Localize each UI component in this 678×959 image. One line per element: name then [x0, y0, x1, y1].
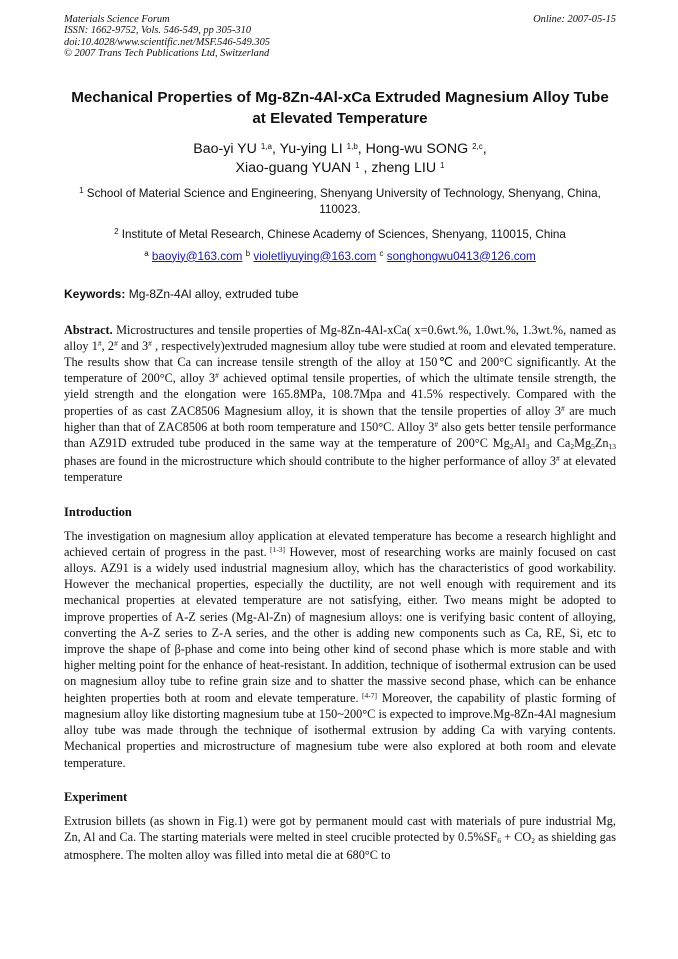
subscript: 13 [608, 442, 617, 452]
superscript: # [434, 419, 439, 429]
subscript: 5 [591, 442, 595, 452]
email-link-a[interactable]: baoyiy@163.com [151, 249, 243, 263]
abstract-text: Mg [574, 436, 592, 451]
introduction-paragraph [64, 528, 616, 771]
author-affiliation-mark: 1 [355, 161, 360, 171]
citation: [1-3] [266, 544, 285, 554]
section-heading-introduction: Introduction [64, 504, 132, 519]
section-heading-experiment: Experiment [64, 789, 128, 804]
subscript: 2 [509, 442, 514, 452]
paragraph-text: Extrusion billets (as shown in Fig.1) were got by permanent mould cast with materials of pure industrial Mg, Zn, Al and Ca. The starting materials were melted in steel crucible protected by 0.5%SF [64, 813, 616, 844]
author-affiliation-mark: 1,b [346, 141, 358, 151]
subscript: 6 [497, 835, 501, 845]
affiliation-1 [64, 186, 616, 218]
citation: [4-7] [358, 690, 378, 700]
keywords-text: Mg-8Zn-4Al alloy, extruded tube [125, 286, 299, 301]
keywords [64, 286, 616, 302]
author-name: Bao-yi YU [193, 140, 261, 157]
superscript: # [560, 403, 565, 413]
email-link-b[interactable]: violetliyuying@163.com [253, 249, 377, 263]
journal-name: Materials Science Forum [64, 14, 170, 25]
subscript: 3 [525, 442, 530, 452]
superscript: # [215, 371, 219, 381]
abstract-text: at elevated temperature [64, 454, 616, 485]
abstract-text: Al [513, 436, 526, 451]
email-mark: a [144, 248, 149, 258]
paragraph-text: as shielding gas atmosphere. The molten alloy was filled into metal die at 680°C to [64, 829, 616, 863]
paper-title: Mechanical Properties of Mg-8Zn-4Al-xCa Extruded Magnesium Alloy Tube at Elevated Temperature [71, 88, 609, 127]
abstract-text: also gets better tensile performance than AZ91D extruded tube produced in the same way at the temperature of 200°C Mg [64, 419, 616, 451]
abstract-text: Zn [594, 436, 609, 451]
superscript: # [556, 454, 560, 464]
author-affiliation-mark: 1 [440, 161, 445, 171]
abstract [64, 322, 616, 486]
abstract-text: , 2 [101, 338, 115, 353]
paragraph-text: Moreover, the capability of plastic forming of magnesium alloy like distorting magnesium tube at 150~200°C is expected to improve.Mg-8Zn-4Al magnesium alloy tube was made through the technique of isothermal extrusion by adding Ca with varying contents. Mechanical properties and microstructure of magnesium tube were also explored at both room and elevate temperature. [64, 690, 616, 770]
issn-line: ISSN: 1662-9752, Vols. 546-549, pp 305-310 [64, 25, 252, 37]
abstract-text: Microstructures and tensile properties of Mg-8Zn-4Al-xCa( x=0.6wt.%, 1.0wt.%, 1.3wt.%, named as alloy 1 [64, 322, 616, 353]
superscript: # [97, 338, 102, 348]
superscript: # [114, 338, 118, 348]
author-name: , zheng LIU [359, 160, 441, 177]
email-link-c[interactable]: songhongwu0413@126.com [386, 249, 536, 263]
author-name: Xiao-guang YUAN [235, 160, 356, 177]
email-line [64, 249, 616, 265]
abstract-text: phases are found in the microstructure which should contribute to the higher performance of alloy 3 [64, 454, 557, 469]
email-mark: b [245, 248, 251, 258]
affiliation-2 [64, 227, 616, 243]
experiment-paragraph [64, 813, 616, 864]
subscript: 2 [531, 835, 535, 845]
abstract-text: , respectively)extruded magnesium alloy tube were studied at room and elevated temperature. The results show that Ca can increase tensile strength of the alloy at 150℃ and 200°C significantly. At the temperature of 200°C, alloy 3 [64, 338, 617, 386]
abstract-label: Abstract. [64, 322, 113, 337]
online-date: Online: 2007-05-15 [533, 14, 616, 25]
affiliation-text: Institute of Metal Research, Chinese Academy of Sciences, Shenyang, 110015, China [118, 227, 566, 241]
affiliation-number: 2 [114, 226, 119, 236]
abstract-text: and 3 [117, 338, 149, 353]
author-name: , Hong-wu SONG [357, 140, 473, 157]
journal-header [64, 14, 616, 60]
superscript: # [148, 338, 152, 348]
email-mark: c [379, 248, 384, 258]
abstract-text: achieved optimal tensile properties, of which the ultimate tensile strength, the yield strength and the elongation were 165.8MPa, 108.7Mpa and 41.5% respectively. Compared with the properties of as cast ZAC8506 Magnesium alloy, it is shown that the tensile properties of alloy 3 [64, 371, 616, 418]
doi-line: doi:10.4028/www.scientific.net/MSF.546-549.305 [64, 36, 270, 48]
author-affiliation-mark: 2,c [472, 141, 483, 151]
affiliation-number: 1 [79, 185, 84, 195]
author-separator: , [482, 140, 487, 157]
affiliation-text: School of Material Science and Engineering, Shenyang University of Technology, Shenyang, China, 110023. [83, 186, 601, 216]
author-list [64, 140, 616, 179]
keywords-label: Keywords: [64, 286, 126, 301]
paragraph-text: However, most of researching works are mainly focused on cast alloys. AZ91 is a widely used industrial magnesium alloy, which has the characteristics of good workability. However the mechanical properties, especially the ductility, are not well enough with requirement and its mechanical properties at elevated temperature are not satisfying, either. Two means might be adopted to improve properties of A-Z series (Mg-Al-Zn) of magnesium alloys: one is verifying basic content of alloying, converting the A-Z series to Z-A series, and the other is adding new components such as Ca, RE, Si, etc to improve the shape of β-phase and come into being other kind of second phase which is more stable and with higher melting point for the enhance of heat-resistant. In addition, technique of isothermal extrusion can be used on magnesium alloy tube to refine grain size and to shatter the massive second phase, which can be enhance heighten properties both at room and elevate temperature. [64, 544, 616, 705]
author-affiliation-mark: 1,a [260, 141, 272, 151]
paragraph-text: + CO [500, 829, 532, 844]
paper-page [64, 14, 616, 863]
copyright-line: © 2007 Trans Tech Publications Ltd, Switzerland [64, 48, 270, 60]
subscript: 2 [570, 442, 575, 452]
author-name: , Yu-ying LI [271, 140, 347, 157]
abstract-text: and Ca [529, 436, 571, 451]
paragraph-text: The investigation on magnesium alloy application at elevated temperature has become a research highlight and achieved certain of progress in the past. [64, 528, 616, 559]
abstract-text: are much higher than that of ZAC8506 at both room temperature and 150°C. Alloy 3 [64, 403, 616, 434]
